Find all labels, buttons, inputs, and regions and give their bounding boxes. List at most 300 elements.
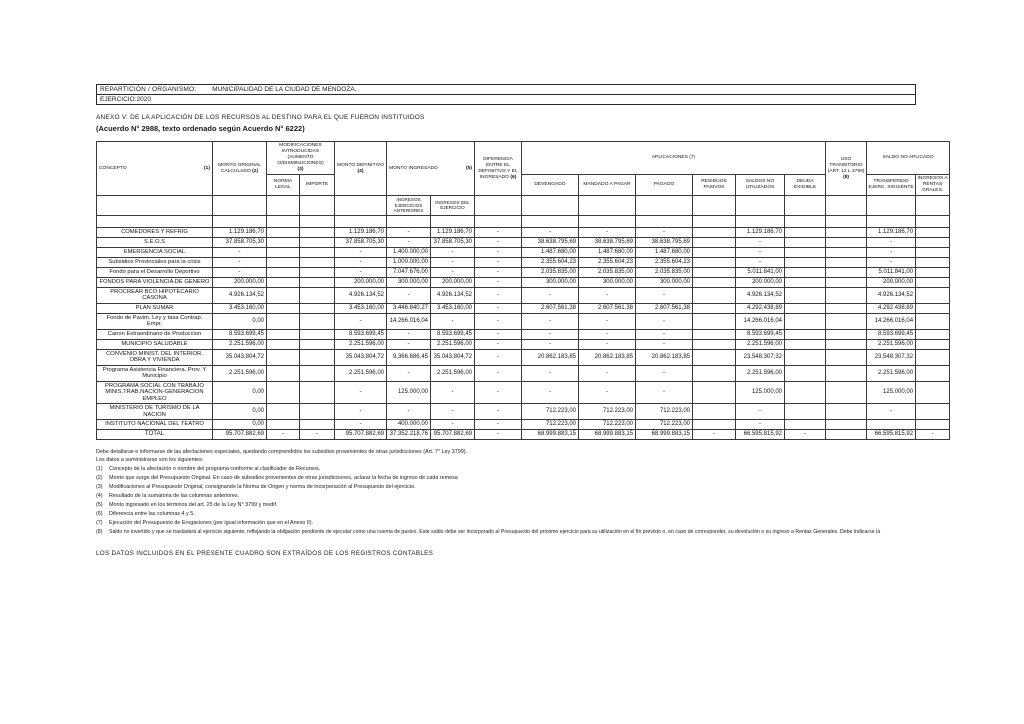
table-row — [97, 381, 950, 404]
value-cell: - — [867, 404, 916, 420]
value-cell: - — [387, 227, 431, 237]
value-cell: 200.000,00 — [736, 277, 785, 287]
value-cell: - — [335, 247, 387, 257]
concepto-cell: MUNICIPIO SALUDABLE — [97, 339, 213, 349]
value-cell: 95.707.882,69 — [213, 430, 267, 440]
value-cell: - — [693, 430, 736, 440]
value-cell — [300, 404, 335, 420]
value-cell — [300, 247, 335, 257]
col-header-uso-transitorio: USO TRANSITORIO (ART. 12 L 3799) (8) — [826, 142, 867, 196]
col-header-saldo-no-aplicado: SALDO NO APLICADO — [867, 142, 950, 175]
value-cell: - — [522, 381, 579, 404]
concepto-cell: PROGRAMA SOCIAL CON TRABAJO MINIS.TRAB.NACION-GENERACION EMPLEO — [97, 381, 213, 404]
value-cell — [267, 381, 300, 404]
concepto-cell: EMERGENCIA SOCIAL — [97, 247, 213, 257]
value-cell: 2.607.561,38 — [522, 303, 579, 313]
value-cell: 37.858.705,30 — [213, 237, 267, 247]
col-header-residuos-pasivos: RESIDUOS PASIVOS — [693, 175, 736, 196]
value-cell — [693, 227, 736, 237]
concepto-cell: TOTAL — [97, 430, 213, 440]
value-cell — [267, 349, 300, 365]
concepto-cell: Fondo para el Desarrollo Deportivo — [97, 267, 213, 277]
value-cell: 3.446.840,27 — [387, 303, 431, 313]
value-cell: - — [475, 349, 522, 365]
value-cell — [785, 277, 826, 287]
value-cell: 1.129.186,70 — [335, 227, 387, 237]
value-cell — [267, 404, 300, 420]
value-cell — [267, 303, 300, 313]
value-cell: 712.223,00 — [579, 420, 636, 430]
value-cell: - — [522, 329, 579, 339]
value-cell: - — [475, 257, 522, 267]
value-cell: - — [475, 430, 522, 440]
value-cell: - — [335, 313, 387, 329]
value-cell: 8.593.699,45 — [867, 329, 916, 339]
value-cell — [916, 404, 950, 420]
value-cell: 95.707.882,69 — [335, 430, 387, 440]
col-header-monto-definitivo: MONTO DEFINITIVO (4) — [335, 142, 387, 196]
value-cell — [826, 257, 867, 267]
table-row — [97, 277, 950, 287]
value-cell: 1.400.000,00 — [387, 247, 431, 257]
value-cell — [785, 313, 826, 329]
reparticion-label: REPARTICIÓN / ORGANISMO: — [100, 86, 197, 93]
value-cell: 4.926.134,52 — [736, 287, 785, 303]
value-cell: - — [636, 313, 693, 329]
value-cell — [579, 215, 636, 227]
value-cell: 2.035.835,00 — [636, 267, 693, 277]
value-cell: - — [522, 339, 579, 349]
footnote-text: Modificaciones al Presupuesto Original, consignando la Norma de Origen y norma de incorporación al Presupuesto del ejercicio. — [109, 483, 416, 490]
value-cell: 3.453.160,00 — [213, 303, 267, 313]
value-cell — [267, 277, 300, 287]
reparticion-row — [97, 85, 915, 94]
value-cell: 8.593.699,45 — [335, 329, 387, 339]
value-cell: 2.355.604,23 — [522, 257, 579, 267]
value-cell: - — [335, 404, 387, 420]
value-cell: 2.251.596,00 — [335, 339, 387, 349]
value-cell: - — [916, 430, 950, 440]
value-cell — [267, 215, 300, 227]
value-cell — [826, 430, 867, 440]
value-cell: - — [579, 365, 636, 381]
value-cell — [267, 329, 300, 339]
value-cell: - — [475, 227, 522, 237]
value-cell — [213, 215, 267, 227]
col-header-diferencia: DIFERENCIA ENTRE EL DEFINITIVO Y EL INGRESADO (6) — [475, 142, 522, 196]
value-cell: 37.858.705,30 — [335, 237, 387, 247]
value-cell — [693, 404, 736, 420]
value-cell: 68.999.883,15 — [522, 430, 579, 440]
footnote-item — [96, 520, 1014, 528]
footnote-number: (8) — [96, 528, 103, 535]
value-cell — [693, 277, 736, 287]
value-cell: 2.251.596,00 — [431, 339, 475, 349]
value-cell: - — [387, 287, 431, 303]
value-cell — [693, 257, 736, 267]
value-cell — [826, 329, 867, 339]
value-cell: 4.292.438,89 — [867, 303, 916, 313]
col-header-transferido: TRANSFERIDO EJERC. SIGUIENTE — [867, 175, 916, 196]
value-cell — [826, 215, 867, 227]
col-header-aplicaciones: APLICACIONES (7) — [522, 142, 826, 175]
value-cell — [300, 349, 335, 365]
value-cell: 38.638.795,69 — [636, 237, 693, 247]
value-cell: 2.251.596,00 — [213, 365, 267, 381]
ejercicio-value: EJERCICIO:2020 — [100, 96, 151, 103]
value-cell: 2.251.596,00 — [213, 339, 267, 349]
value-cell: 200.000,00 — [867, 277, 916, 287]
value-cell — [785, 303, 826, 313]
value-cell — [693, 303, 736, 313]
value-cell: 0,00 — [213, 381, 267, 404]
value-cell — [785, 381, 826, 404]
table-row — [97, 257, 950, 267]
value-cell — [785, 267, 826, 277]
value-cell — [267, 227, 300, 237]
table-row — [97, 313, 950, 329]
concepto-cell: PLAN SUMAR — [97, 303, 213, 313]
value-cell: - — [736, 420, 785, 430]
value-cell — [475, 215, 522, 227]
value-cell: - — [579, 287, 636, 303]
value-cell: 2.355.604,23 — [636, 257, 693, 267]
value-cell: 20.862.183,85 — [636, 349, 693, 365]
value-cell: 66.595.815,92 — [736, 430, 785, 440]
value-cell: 1.129.186,70 — [431, 227, 475, 237]
table-row — [97, 329, 950, 339]
value-cell: 1.487.680,00 — [522, 247, 579, 257]
value-cell: 2.607.561,38 — [636, 303, 693, 313]
value-cell — [785, 287, 826, 303]
footnote-text: Ejecución del Presupuesto de Erogaciones (por igual información que en el Anexo II). — [109, 519, 314, 526]
value-cell: - — [335, 267, 387, 277]
value-cell: - — [636, 287, 693, 303]
value-cell — [785, 349, 826, 365]
col-header-modificaciones: MODIFICACIONES INTRODUCIDAS (AUMENTO O/DISMINUCIONES) (3) — [267, 142, 335, 175]
value-cell: - — [579, 227, 636, 237]
col-header-norma-legal: NORMA LEGAL — [267, 175, 300, 196]
value-cell: 68.999.883,15 — [579, 430, 636, 440]
value-cell — [267, 365, 300, 381]
concepto-cell: S.E.O.S — [97, 237, 213, 247]
value-cell — [826, 313, 867, 329]
value-cell — [826, 339, 867, 349]
value-cell — [826, 365, 867, 381]
value-cell — [693, 313, 736, 329]
value-cell: - — [475, 303, 522, 313]
value-cell — [916, 329, 950, 339]
value-cell — [826, 404, 867, 420]
value-cell: 1.487.680,00 — [579, 247, 636, 257]
value-cell: - — [579, 381, 636, 404]
value-cell: - — [213, 267, 267, 277]
footnote-text: Concepto de la afectación o nombre del programa conforme al clasificador de Recursos. — [109, 465, 321, 472]
footnote-text: Monto ingresado en los términos del art. 25 de la Ley N° 3799 y modif. — [109, 501, 278, 508]
footnote-number: (3) — [96, 483, 103, 490]
footnote-number: (7) — [96, 519, 103, 526]
col-header-ingresos-anteriores: INGRESOS EJERCICIOS ANTERIORES — [387, 196, 431, 216]
value-cell: 9.366.686,45 — [387, 349, 431, 365]
value-cell: 14.266.016,04 — [387, 313, 431, 329]
table-body — [97, 215, 950, 440]
value-cell — [867, 215, 916, 227]
value-cell: 1.129.186,70 — [736, 227, 785, 237]
concepto-cell: Fondo de Pavim. Ley y tasa Contrap. Empr. — [97, 313, 213, 329]
footnote-item — [96, 466, 1014, 474]
value-cell — [300, 365, 335, 381]
footnote-item — [96, 529, 1014, 537]
value-cell: - — [475, 365, 522, 381]
concepto-cell: Canon Extraordinario de Produccion — [97, 329, 213, 339]
header-row-ingresos-band — [97, 196, 950, 216]
concepto-cell: Subsidios Provinciales para la crisis — [97, 257, 213, 267]
value-cell — [785, 237, 826, 247]
value-cell — [693, 267, 736, 277]
value-cell: - — [475, 277, 522, 287]
value-cell: - — [431, 267, 475, 277]
value-cell: 200.000,00 — [431, 277, 475, 287]
concepto-cell — [97, 215, 213, 227]
value-cell — [785, 365, 826, 381]
value-cell: 5.011.841,00 — [736, 267, 785, 277]
value-cell: 2.035.835,00 — [522, 267, 579, 277]
value-cell: 35.043.804,72 — [213, 349, 267, 365]
value-cell: 0,00 — [213, 404, 267, 420]
value-cell — [916, 339, 950, 349]
value-cell — [916, 420, 950, 430]
header-row-main — [97, 142, 950, 175]
value-cell: - — [431, 404, 475, 420]
value-cell: 4.926.134,52 — [867, 287, 916, 303]
value-cell — [826, 381, 867, 404]
value-cell — [636, 215, 693, 227]
value-cell: - — [387, 404, 431, 420]
value-cell: - — [475, 287, 522, 303]
value-cell: 35.043.804,72 — [335, 349, 387, 365]
value-cell — [785, 247, 826, 257]
value-cell: 2.251.596,00 — [736, 339, 785, 349]
value-cell: - — [736, 237, 785, 247]
value-cell: - — [431, 420, 475, 430]
footnote-item — [96, 475, 1014, 483]
footnote-item — [96, 484, 1014, 492]
value-cell: 37.352.218,76 — [387, 430, 431, 440]
value-cell: - — [387, 237, 431, 247]
footnote-intro-1: Debe detallarse e informarse de las afectaciones especiales, quedando comprendidos los subsidios provenientes de otras jurisdicciones (Art. 7° Ley 3799). — [96, 449, 468, 455]
value-cell: 35.043.804,72 — [431, 349, 475, 365]
value-cell: 0,00 — [213, 420, 267, 430]
value-cell: - — [431, 381, 475, 404]
value-cell — [300, 329, 335, 339]
value-cell — [916, 381, 950, 404]
value-cell — [300, 237, 335, 247]
value-cell — [693, 349, 736, 365]
value-cell: - — [475, 313, 522, 329]
value-cell — [826, 349, 867, 365]
footnote-text: Monto que surge del Presupuesto Original. En caso de subsidios provenientes de otras jurisdicciones, aclarar la fecha de ingreso de cada remesa — [109, 474, 458, 481]
value-cell — [826, 303, 867, 313]
value-cell: 38.638.795,69 — [579, 237, 636, 247]
reparticion-value: MUNICIPALIDAD DE LA CIUDAD DE MENDOZA. — [212, 86, 357, 93]
value-cell — [300, 227, 335, 237]
value-cell — [916, 303, 950, 313]
value-cell — [693, 287, 736, 303]
value-cell: 5.011.841,00 — [867, 267, 916, 277]
footnote-number: (4) — [96, 492, 103, 499]
value-cell: - — [475, 404, 522, 420]
value-cell — [267, 247, 300, 257]
value-cell: 712.223,00 — [636, 420, 693, 430]
value-cell: 200.000,00 — [335, 277, 387, 287]
table-row — [97, 215, 950, 227]
value-cell — [916, 247, 950, 257]
value-cell: - — [785, 430, 826, 440]
value-cell: 712.223,00 — [522, 404, 579, 420]
value-cell — [693, 215, 736, 227]
value-cell — [693, 237, 736, 247]
value-cell: 200.000,00 — [213, 277, 267, 287]
value-cell: 2.607.561,38 — [579, 303, 636, 313]
value-cell: - — [636, 381, 693, 404]
value-cell: 2.251.596,00 — [867, 339, 916, 349]
value-cell: - — [213, 247, 267, 257]
value-cell: 0,00 — [213, 313, 267, 329]
col-header-saldos-no-utilizados: SALDOS NO UTILIZADOS — [736, 175, 785, 196]
value-cell: - — [387, 339, 431, 349]
value-cell — [300, 313, 335, 329]
value-cell: - — [522, 365, 579, 381]
value-cell: 20.862.183,85 — [579, 349, 636, 365]
value-cell — [916, 237, 950, 247]
value-cell — [826, 247, 867, 257]
footnote-item — [96, 511, 1014, 519]
value-cell: - — [522, 287, 579, 303]
value-cell: - — [579, 313, 636, 329]
value-cell: - — [475, 267, 522, 277]
value-cell: - — [335, 381, 387, 404]
value-cell: - — [387, 329, 431, 339]
value-cell: 95.707.882,69 — [431, 430, 475, 440]
footnote-number: (2) — [96, 474, 103, 481]
value-cell — [736, 215, 785, 227]
value-cell — [267, 339, 300, 349]
value-cell: - — [475, 420, 522, 430]
bottom-note: LOS DATOS INCLUIDOS EN EL PRESENTE CUADRO SON EXTRAÍDOS DE LOS REGISTROS CONTABLES — [96, 550, 434, 557]
value-cell — [693, 339, 736, 349]
value-cell: - — [300, 430, 335, 440]
col-header-monto-ingresado: MONTO INGRESADO (5) — [387, 142, 475, 196]
value-cell: - — [267, 430, 300, 440]
table-row — [97, 247, 950, 257]
table-row — [97, 303, 950, 313]
value-cell: 14.266.016,04 — [736, 313, 785, 329]
value-cell: - — [431, 257, 475, 267]
table-row — [97, 349, 950, 365]
value-cell — [300, 277, 335, 287]
value-cell: 2.251.596,00 — [431, 365, 475, 381]
value-cell — [387, 215, 431, 227]
value-cell: 4.926.134,52 — [335, 287, 387, 303]
value-cell: 125.000,00 — [867, 381, 916, 404]
col-header-monto-original: MONTO ORIGINAL CALCULADO (2) — [213, 142, 267, 196]
value-cell: - — [636, 365, 693, 381]
value-cell: - — [522, 227, 579, 237]
value-cell: 4.926.134,52 — [431, 287, 475, 303]
value-cell — [267, 237, 300, 247]
value-cell: - — [475, 237, 522, 247]
value-cell: 1.487.680,00 — [636, 247, 693, 257]
value-cell — [267, 267, 300, 277]
value-cell: 8.593.699,45 — [431, 329, 475, 339]
value-cell — [267, 257, 300, 267]
value-cell: 4.292.438,89 — [736, 303, 785, 313]
value-cell: 300.000,00 — [636, 277, 693, 287]
concepto-cell: PROCREAR BCO HIPOTECARIO CASONA — [97, 287, 213, 303]
document-content — [96, 84, 1014, 557]
table-row — [97, 404, 950, 420]
col-header-ingresos-ejercicio: INGRESOS DEL EJERCICIO — [431, 196, 475, 216]
anexo-title: ANEXO V: DE LA APLICACIÓN DE LOS RECURSOS AL DESTINO PARA EL QUE FUERON INSTITUIDOS — [96, 114, 425, 121]
table-row-total — [97, 430, 950, 440]
concepto-cell: MINISTERIO DE TURISMO DE LA NACION — [97, 404, 213, 420]
value-cell: 23.548.307,32 — [736, 349, 785, 365]
value-cell: 20.862.183,85 — [522, 349, 579, 365]
value-cell — [300, 287, 335, 303]
value-cell: 1.129.186,70 — [213, 227, 267, 237]
table-row — [97, 339, 950, 349]
value-cell: 1.129.186,70 — [867, 227, 916, 237]
value-cell: 14.266.016,04 — [867, 313, 916, 329]
value-cell — [267, 420, 300, 430]
value-cell: - — [335, 257, 387, 267]
value-cell: 68.999.883,15 — [636, 430, 693, 440]
value-cell: 3.453.160,00 — [335, 303, 387, 313]
value-cell: - — [736, 257, 785, 267]
col-header-deuda-exigible: DEUDA EXIGIBLE — [785, 175, 826, 196]
value-cell: 2.355.604,23 — [579, 257, 636, 267]
value-cell: 37.858.705,30 — [431, 237, 475, 247]
identification-box — [96, 84, 916, 105]
value-cell — [693, 420, 736, 430]
footnote-item — [96, 502, 1014, 510]
value-cell — [431, 215, 475, 227]
value-cell: - — [867, 247, 916, 257]
value-cell — [693, 247, 736, 257]
value-cell: 2.251.596,00 — [867, 365, 916, 381]
value-cell: - — [579, 339, 636, 349]
footnote-number: (6) — [96, 510, 103, 517]
value-cell — [916, 277, 950, 287]
value-cell: 8.593.699,45 — [213, 329, 267, 339]
value-cell — [693, 329, 736, 339]
value-cell — [826, 420, 867, 430]
value-cell: 2.251.596,00 — [335, 365, 387, 381]
value-cell — [785, 339, 826, 349]
col-header-ingresos-rentas: INGRESOS A RENTAS GRALES. — [916, 175, 950, 196]
recursos-table — [96, 141, 950, 440]
value-cell: 2.035.835,00 — [579, 267, 636, 277]
value-cell — [916, 365, 950, 381]
value-cell — [300, 339, 335, 349]
value-cell: - — [636, 339, 693, 349]
col-header-mandado-a-pagar: MANDADO A PAGAR — [579, 175, 636, 196]
value-cell — [785, 257, 826, 267]
concepto-cell: FONDOS PARA VIOLENCIA DE GENERO — [97, 277, 213, 287]
value-cell — [300, 381, 335, 404]
value-cell: 4.926.134,52 — [213, 287, 267, 303]
value-cell: 8.593.699,45 — [736, 329, 785, 339]
